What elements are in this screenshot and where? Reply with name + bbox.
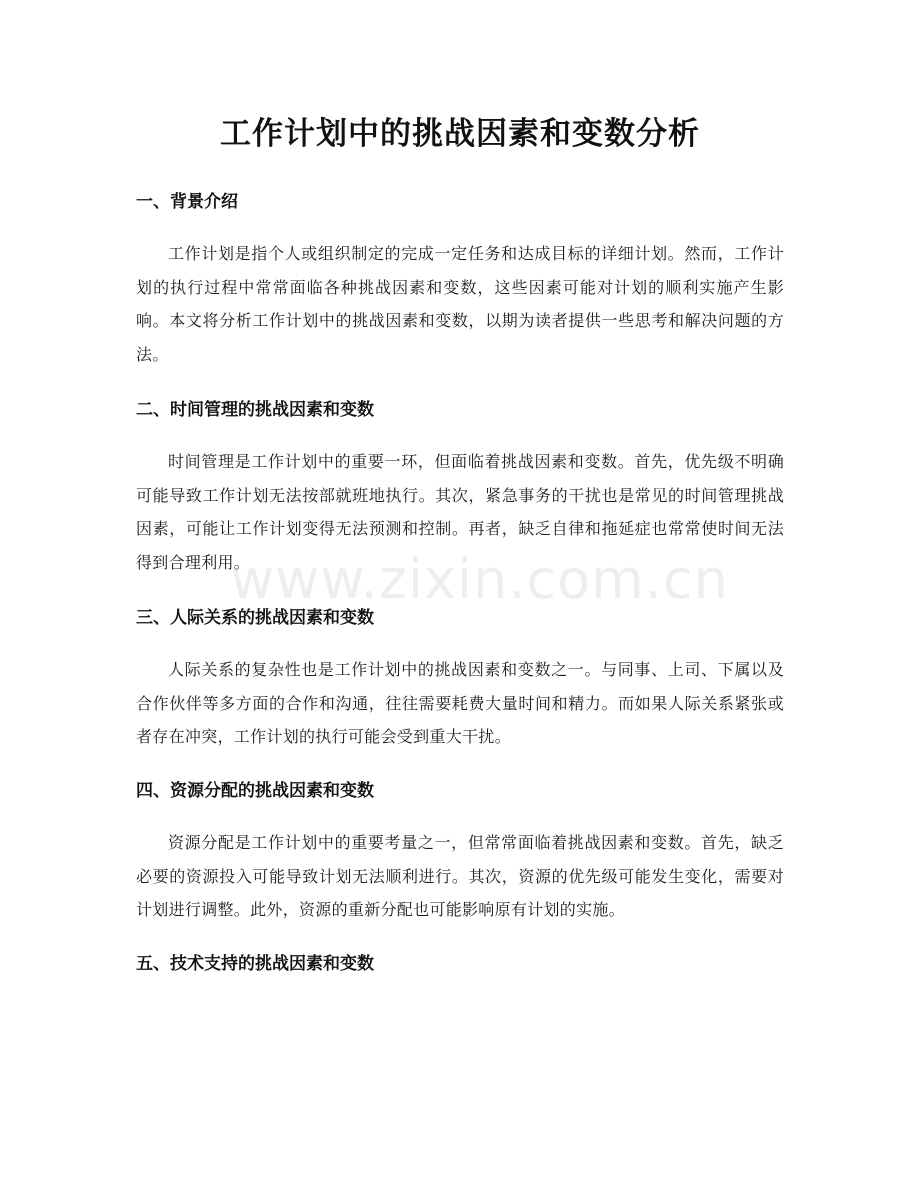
watermark: www.zixin.com.cn bbox=[230, 548, 729, 611]
section-paragraph: 工作计划是指个人或组织制定的完成一定任务和达成目标的详细计划。然而，工作计划的执行过程中常常面临各种挑战因素和变数，这些因素可能对计划的顺利实施产生影响。本文将分析工作计划中的挑战因素和变数，以期为读者提供一些思考和解决问题的方法。 bbox=[136, 244, 784, 364]
section-background bbox=[136, 190, 784, 371]
section-heading: 一、背景介绍 bbox=[136, 192, 238, 212]
section-interpersonal bbox=[136, 606, 784, 754]
section-heading: 三、人际关系的挑战因素和变数 bbox=[136, 608, 374, 628]
section-paragraph: 人际关系的复杂性也是工作计划中的挑战因素和变数之一。与同事、上司、下属以及合作伙伴等多方面的合作和沟通，往往需要耗费大量时间和精力。而如果人际关系紧张或者存在冲突，工作计划的执行可能会受到重大干扰。 bbox=[136, 660, 784, 746]
section-heading: 二、时间管理的挑战因素和变数 bbox=[136, 400, 374, 420]
section-resource-allocation bbox=[136, 779, 784, 927]
section-paragraph: 时间管理是工作计划中的重要一环，但面临着挑战因素和变数。首先，优先级不明确可能导致工作计划无法按部就班地执行。其次，紧急事务的干扰也是常见的时间管理挑战因素，可能让工作计划变得无法预测和控制。再者，缺乏自律和拖延症也常常使时间无法得到合理利用。 bbox=[136, 452, 784, 572]
section-heading: 五、技术支持的挑战因素和变数 bbox=[136, 954, 374, 974]
document-title: 工作计划中的挑战因素和变数分析 bbox=[220, 116, 700, 152]
section-technical-support bbox=[136, 952, 784, 976]
section-heading: 四、资源分配的挑战因素和变数 bbox=[136, 781, 374, 801]
section-time-management bbox=[136, 398, 784, 579]
section-paragraph: 资源分配是工作计划中的重要考量之一，但常常面临着挑战因素和变数。首先，缺乏必要的资源投入可能导致计划无法顺利进行。其次，资源的优先级可能发生变化，需要对计划进行调整。此外，资源的重新分配也可能影响原有计划的实施。 bbox=[136, 833, 784, 919]
